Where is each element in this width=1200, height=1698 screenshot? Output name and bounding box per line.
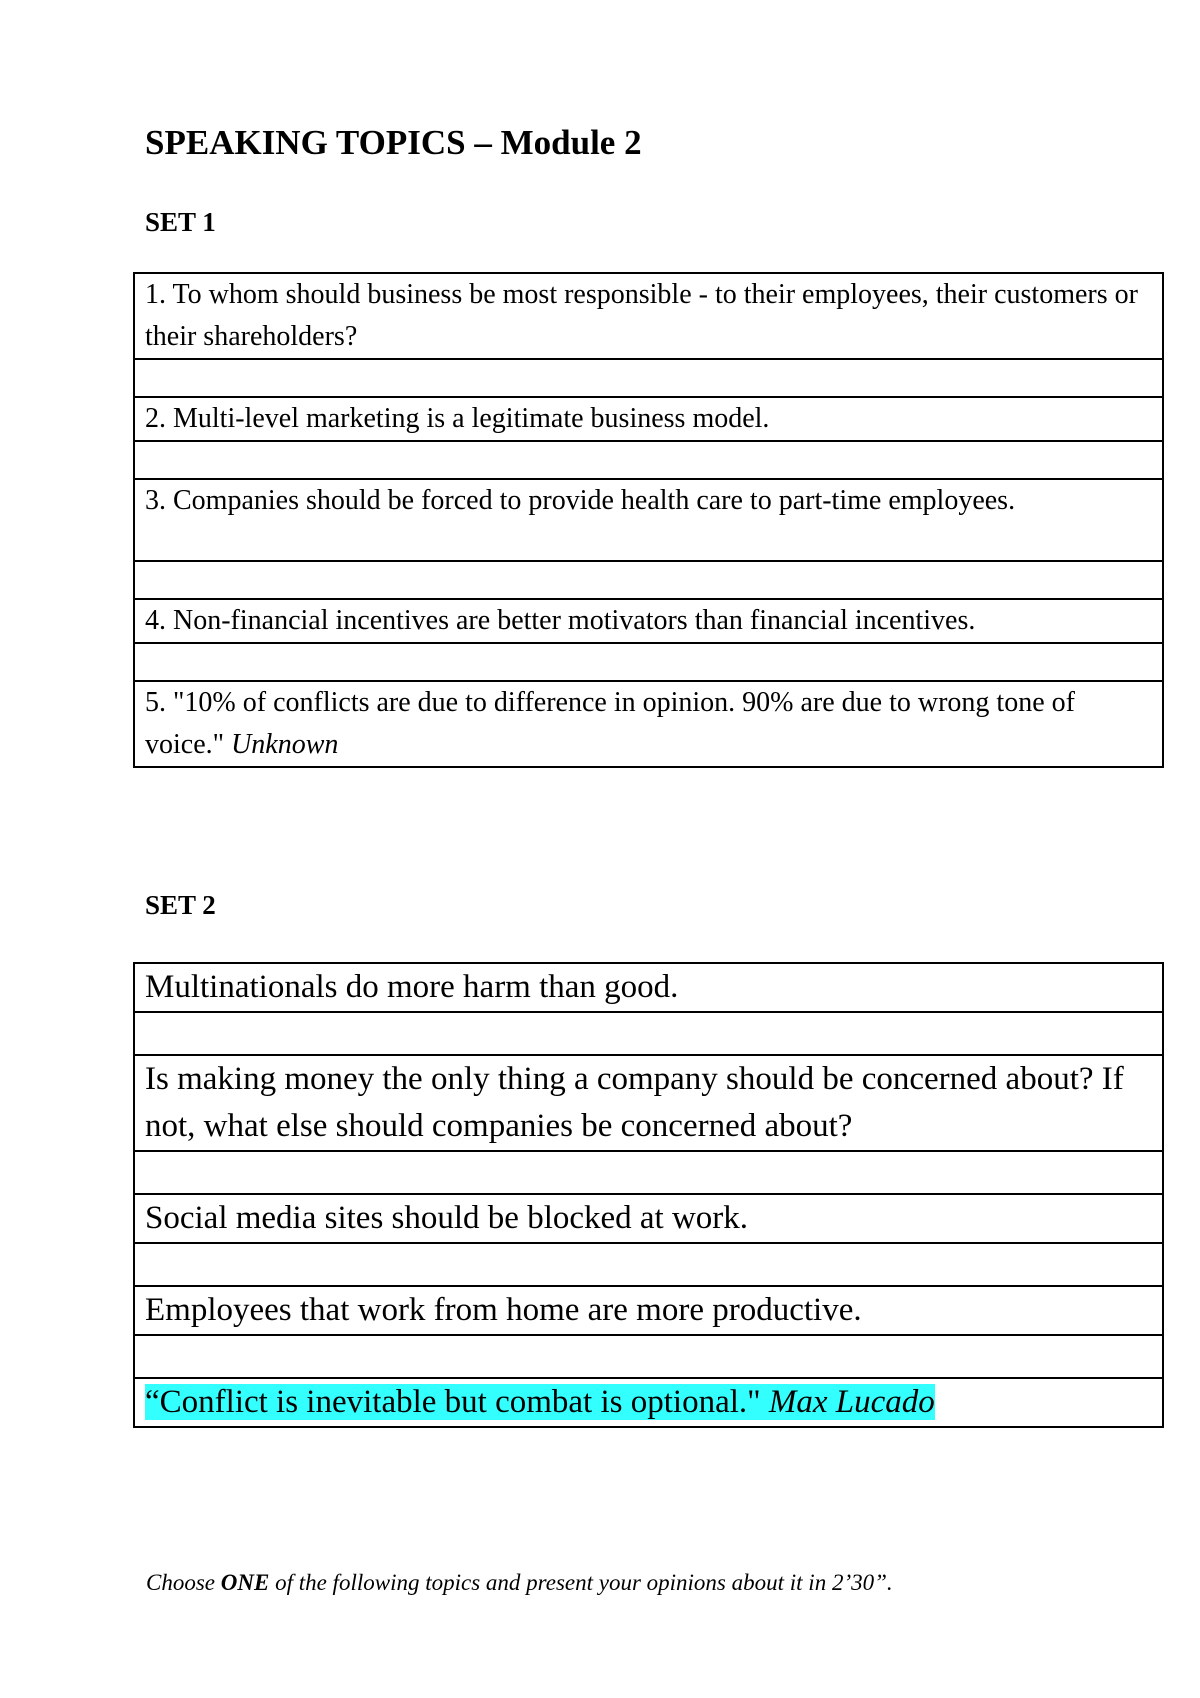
empty-row — [134, 643, 1163, 681]
empty-cell — [134, 561, 1163, 599]
instruction-before: Choose — [146, 1570, 221, 1595]
table-row — [134, 1286, 1163, 1335]
quote-author: Unknown — [231, 729, 339, 760]
topic-cell: Is making money the only thing a company should be concerned about? If not, what else should companies be concerned about? — [134, 1055, 1163, 1151]
page-title: SPEAKING TOPICS – Module 2 — [145, 123, 642, 162]
topic-cell: 2. Multi-level marketing is a legitimate business model. — [134, 397, 1163, 441]
empty-cell — [134, 643, 1163, 681]
table-row — [134, 1194, 1163, 1243]
empty-cell — [134, 1151, 1163, 1194]
table-row — [134, 681, 1163, 767]
table-row — [134, 479, 1163, 561]
instruction-after: of the following topics and present your opinions about it in 2’30”. — [269, 1570, 893, 1595]
empty-cell — [134, 1335, 1163, 1378]
instruction-note — [146, 1570, 893, 1596]
set-1-table — [133, 272, 1164, 768]
table-row — [134, 599, 1163, 643]
topic-cell: 1. To whom should business be most responsible - to their employees, their customers or their shareholders? — [134, 273, 1163, 359]
topic-cell: 4. Non-financial incentives are better motivators than financial incentives. — [134, 599, 1163, 643]
empty-row — [134, 1012, 1163, 1055]
quote-cell — [134, 1378, 1163, 1427]
table-row — [134, 397, 1163, 441]
quote-text: “Conflict is inevitable but combat is optional." — [145, 1384, 769, 1420]
table-row — [134, 1378, 1163, 1427]
table-row — [134, 963, 1163, 1012]
empty-row — [134, 441, 1163, 479]
empty-cell — [134, 1243, 1163, 1286]
set-2-heading: SET 2 — [145, 890, 216, 920]
quote-cell — [134, 681, 1163, 767]
empty-row — [134, 1151, 1163, 1194]
empty-cell — [134, 441, 1163, 479]
quote-text: 5. "10% of conflicts are due to difference in opinion. 90% are due to wrong tone of voice." — [145, 687, 1075, 760]
set-2-table — [133, 962, 1164, 1428]
empty-row — [134, 561, 1163, 599]
topic-cell: Employees that work from home are more productive. — [134, 1286, 1163, 1335]
table-row — [134, 1055, 1163, 1151]
quote-author: Max Lucado — [768, 1384, 935, 1420]
highlighted-quote — [145, 1384, 935, 1420]
empty-row — [134, 1243, 1163, 1286]
topic-cell: Social media sites should be blocked at work. — [134, 1194, 1163, 1243]
empty-row — [134, 1335, 1163, 1378]
empty-row — [134, 359, 1163, 397]
set-1-heading: SET 1 — [145, 207, 216, 237]
topic-cell: 3. Companies should be forced to provide health care to part-time employees. — [134, 479, 1163, 561]
table-row — [134, 273, 1163, 359]
topic-cell: Multinationals do more harm than good. — [134, 963, 1163, 1012]
instruction-emphasis: ONE — [220, 1570, 270, 1595]
empty-cell — [134, 359, 1163, 397]
empty-cell — [134, 1012, 1163, 1055]
